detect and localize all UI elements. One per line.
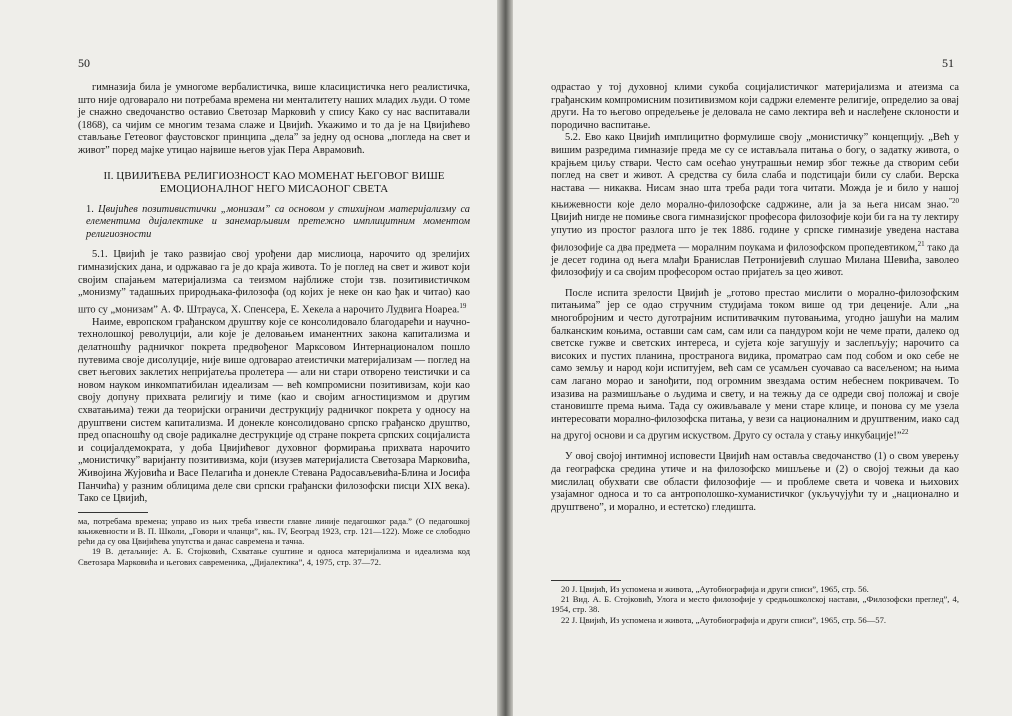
right-page — [513, 0, 1012, 716]
paragraph-text: После испита зрелости Цвијић је „готово престао мислити о морално-филозофским питањима” јер се одао стручним студијама током више од три деценије. Али „на многобројним и често дуготрајним испитивачким путовањима, угодно јашући на малим балканским коњима, оставши сам сам, сам или са пандуром који не чеме прати, далеко од светске гужве и светских интереса, и сујета које загушују и заслепљују; нарочито са високих и пустих планина, пространога видика, проматрао сам под собом и око себе не само земљу и народ који испитујем, већ сам се усамљен суочавао са васељеном; на њима сам лагано морао и занођити, под огромним звездама остим небеснем покривачем. То изазива на размишљање о људима и свету, и на тежњу да се одреди свој положај и своје становиште према њима. Тада су оживљавале у мени старе клице, и понова су ме узела интересовати морално-филозофска питања, у вези са националним и друштвеним, иако сад на другој основи и са другим искуством. Друго су остала у стању инкубације!” — [551, 287, 959, 442]
paragraph-text: 5.2. Ево како Цвијић имплицитно формулише своју „монистичку” концепцију. „Већ у вишим разредима гимназије преда ме су се истављала питања о богу, о задатку живота, о крајњем циљу ствари. Често сам осећао унутрашњи немир због тежње да створим себи поглед на свет и живот. А средства су била слаба и подстицаји били су слаби. Верска настава — никаква. Нисам знао шта треба ради тога читати. Можда је и било у нашој књижевности које дело морално-филозофске садржине, али ја за њега нисам знао. — [551, 132, 959, 211]
subheading-number: 1. — [86, 203, 94, 215]
footnote-21: 21 Вид. А. Б. Стојковић, Улога и место филозофије у средњошколској настави, „Филозофски преглед”, 4, 1954, стр. 38. — [551, 594, 959, 615]
footnote-rule — [551, 580, 621, 581]
subheading-text: Цвијићев позитивистички „монизам” са основом у стихијном материјализму са елементима дијалектике и занемарљивим претежно имплицитним моментом религиозности — [86, 203, 470, 240]
right-footnotes — [551, 574, 959, 625]
paragraph-text: 5.1. Цвијић је тако развијао свој урођени дар мислиоца, нарочито од зрелијих гимназијских дана, и одржавао га је до краја живота. То је поглед на свет и живот који својим спајањем материјализма са теизмом најближе стоји тзв. позитивистичком „монизму” тадашњих природњака-филозофа (од којих је неке он као ђак и читао) као што су „монизам” А. Ф. Штрауса, Х. Спенсера, Е. Хекела а нарочито Лудвига Ноареа. — [78, 249, 470, 316]
left-paragraph-3: Наиме, европском грађанском друштву које се консолидовало благодарећи и научно-технолошкој револуцији, али које је деловањем иманентних закона капитализма и делатношћу радничког покрета предвођеног Марксовом Интернационалом пошло путевима своје дисолуције, није више одговарао атеистички материјализам — поглед на свет његових заклетих непријатеља пролетера — али ни стари отворено теистички и са новом науком инкомпатибилан идеализам — већ компромисни позитивизам, који као своју допуну прихвата религију и тиме (као и својим агностицизмом и другим схватањима) тежи да теоријски ограничи деструкцију радничког покрета у односу на друштвени систем капитализма. И донекле консолидовано српско грађанско друштво, пред опасношћу од своје радикалне деструкције од стране покрета српских социјалиста и социјалдемократа, у доба Цвијићевог духовног формирања прихвата нарочито „монистичку” варијанту позитивизма, који (изузев материјалиста Светозара Марковића, Живојина Жујовића и Васе Пелагића и донекле Стевана Радосављевића-Блина и Јосифа Панчића) у разним облицима деле сви српски грађански филозофски писци XIX века). Тако се Цвијић, — [78, 316, 470, 505]
left-paragraph-2 — [78, 249, 470, 316]
page-number-right: 51 — [942, 56, 954, 70]
page-number-left: 50 — [78, 56, 90, 70]
left-page — [0, 0, 497, 716]
right-paragraph-2 — [551, 132, 959, 279]
footnote-ref-22: 22 — [901, 428, 909, 437]
footnote-ref-21: 21 — [917, 239, 925, 248]
book-gutter — [497, 0, 513, 716]
paragraph-text: Цвијић нигде не помиње свога гимназијског професора филозофије који би га на ту лектиру упутио из простог разлога што је тек 1886. године у српске гимназије уведена настава филозофије са два предмета — моралним поукама и филозофском пропедевтиком, — [551, 212, 959, 254]
left-text-column — [78, 82, 470, 567]
section-subheading — [78, 204, 470, 242]
right-paragraph-4: У овој својој интимној исповести Цвијић нам оставља сведочанство (1) о свом уверењу да географска средина утиче и на филозофско мишљење и (2) о својој тежњи да као мислилац обухвати све области филозофије — и проблеме света и човека и њихових узајамног односа и то са антрополошко-хуманистичког (укључујући ту и „национално и друштвено”, и морално, и естетско) гледишта. — [551, 451, 959, 513]
footnote-rule — [78, 512, 148, 513]
footnote-ref-20: ”20 — [948, 197, 959, 206]
footnote-20: 20 Ј. Цвијић, Из успомена и живота, „Аутобиографија и други списи”, 1965, стр. 56. — [561, 584, 869, 594]
chapter-title: II. ЦВИЈИЋЕВА РЕЛИГИОЗНОСТ КАО МОМЕНАТ ЊЕГОВОГ ВИШЕ ЕМОЦИОНАЛНОГ НЕГО МИСАОНОГ СВЕТА — [103, 169, 445, 195]
footnote-19: 19 В. детаљније: А. Б. Стојковић, Схватање суштине и односа материјализма и идеализма код Светозара Марковића и његових савременика, „Дијалектика”, 4, 1975, стр. 37—72. — [78, 546, 470, 567]
paragraph-text: тако да је десет година од њега млађи Бранислав Петронијевић слушао Милана Шевића, заволео филозофију и са својим професором остао пријатељ за цео живот. — [551, 242, 959, 279]
footnote-continuation: ма, потребама времена; управо из њих треба извести главне линије педагошког рада.” (О педагошкој књижевности и В. П. Школи, „Говори и чланци”, књ. IV, Београд 1923, стр. 121—122). Може се слободно рећи да су ова Цвијићева упутства и данас савремена и тачна. — [78, 515, 470, 547]
left-paragraph-1: гимназија била је умногоме вербалистичка, више класицистичка него реалистичка, што није одговарало ни потребама времена ни менталитету наших младих људи. О томе је снажно сведочанство оставио Светозар Марковић у спису Како су нас васпитавали (1868), са чијим се многим тезама слаже и Цвијић. Укажимо и то да је на Цвијићево стављање Гетеовог фаустовског принципа „дела” за једну од основа „погледа на свет и живот” поред мајке утицао највише његов ујак Пера Аврамовић. — [78, 82, 470, 156]
footnote-22: 22 Ј. Цвијић, Из успомена и живота, „Аутобиографија и други списи”, 1965, стр. 56—57. — [561, 614, 887, 625]
right-paragraph-1: одрастао у тој духовној клими сукоба социјалистичког материјализма и атеизма са грађанским компромисним позитивизмом који садржи елементе религије, определио за овај други. На то његово опредељење је деловала не само лектира већ и наслеђене склоности и породично васпитање. — [551, 82, 959, 131]
right-paragraph-3 — [551, 288, 959, 444]
right-text-column — [551, 82, 959, 514]
footnote-ref-19: 19 — [459, 301, 467, 310]
